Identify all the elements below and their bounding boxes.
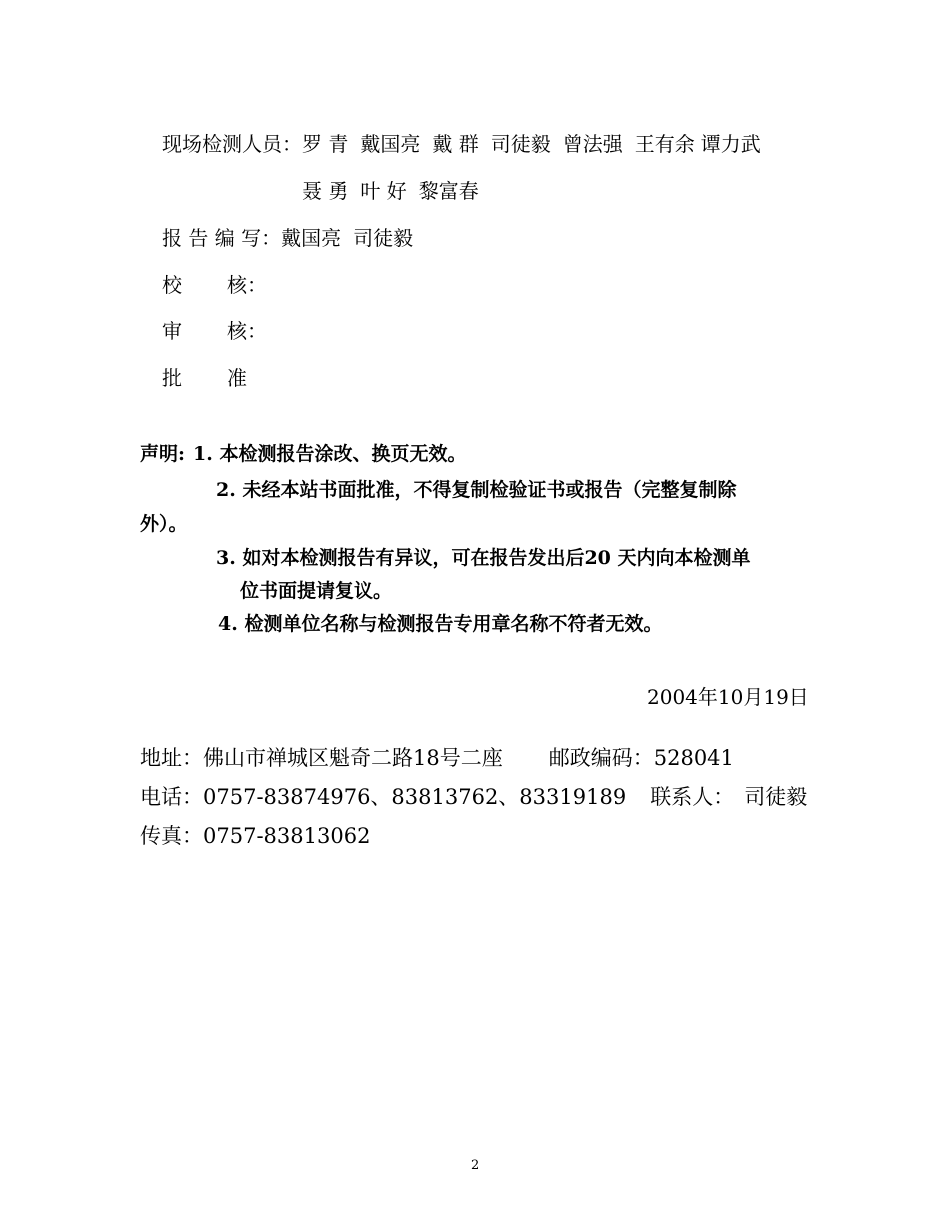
contact-person-value: 司徒毅 bbox=[744, 785, 808, 809]
review-label: 校 bbox=[162, 273, 182, 297]
approve-label-2: 准 bbox=[227, 366, 247, 390]
author-name: 司徒毅 bbox=[353, 226, 414, 250]
audit-label: 审 bbox=[162, 319, 182, 343]
inspector-name: 王有余 bbox=[634, 132, 695, 156]
address-value: 佛山市禅城区魁奇二路18号二座 bbox=[203, 746, 503, 770]
inspector-name: 罗 青 bbox=[302, 132, 349, 156]
postcode-label: 邮政编码： bbox=[548, 746, 654, 770]
author-label: 报 告 编 写： bbox=[162, 226, 282, 250]
address-line bbox=[140, 742, 734, 772]
inspector-name: 谭力武 bbox=[700, 132, 761, 156]
author-line bbox=[162, 222, 413, 251]
inspector-name: 戴 群 bbox=[432, 132, 479, 156]
review-label-2: 核： bbox=[227, 273, 267, 297]
address-label: 地址： bbox=[140, 746, 203, 770]
declaration-item-2-line-2: 外）。 bbox=[140, 513, 188, 535]
contact-person-label: 联系人： bbox=[650, 785, 735, 809]
inspectors-line-2 bbox=[302, 175, 479, 204]
declaration-item-3-line-2: 位书面提请复议。 bbox=[240, 580, 393, 602]
phone-label: 电话： bbox=[140, 785, 203, 809]
audit-line bbox=[162, 315, 267, 344]
declaration-item-1: 1. 本检测报告涂改、换页无效。 bbox=[193, 443, 467, 465]
review-line bbox=[162, 269, 267, 298]
fax-value: 0757-83813062 bbox=[203, 824, 371, 848]
inspector-name: 黎富春 bbox=[418, 179, 479, 203]
inspector-name: 戴国亮 bbox=[360, 132, 421, 156]
page-number: 2 bbox=[471, 1158, 480, 1173]
inspector-name: 司徒毅 bbox=[490, 132, 551, 156]
audit-label-2: 核： bbox=[227, 319, 267, 343]
fax-line bbox=[140, 820, 370, 850]
postcode-value: 528041 bbox=[653, 746, 734, 770]
fax-label: 传真： bbox=[140, 824, 203, 848]
inspector-name: 聂 勇 bbox=[302, 179, 349, 203]
author-name: 戴国亮 bbox=[281, 226, 342, 250]
report-date: 2004年10月19日 bbox=[647, 685, 809, 709]
inspector-name: 曾法强 bbox=[562, 132, 623, 156]
declaration-item-3-line-1: 3. 如对本检测报告有异议，可在报告发出后20 天内向本检测单 bbox=[216, 547, 751, 569]
declaration-item-2-line-1: 2. 未经本站书面批准，不得复制检验证书或报告（完整复制除 bbox=[216, 479, 737, 501]
inspectors-label: 现场检测人员： bbox=[162, 132, 302, 156]
inspector-name: 叶 好 bbox=[360, 179, 407, 203]
phone-line bbox=[140, 781, 807, 811]
approve-line bbox=[162, 362, 247, 391]
inspectors-line-1 bbox=[162, 128, 761, 157]
approve-label: 批 bbox=[162, 366, 182, 390]
declaration-item-4: 4. 检测单位名称与检测报告专用章名称不符者无效。 bbox=[218, 613, 663, 635]
declaration-heading: 声明: bbox=[140, 443, 186, 465]
phone-value: 0757-83874976、83813762、83319189 bbox=[203, 785, 627, 809]
declaration-line-1 bbox=[140, 439, 466, 466]
